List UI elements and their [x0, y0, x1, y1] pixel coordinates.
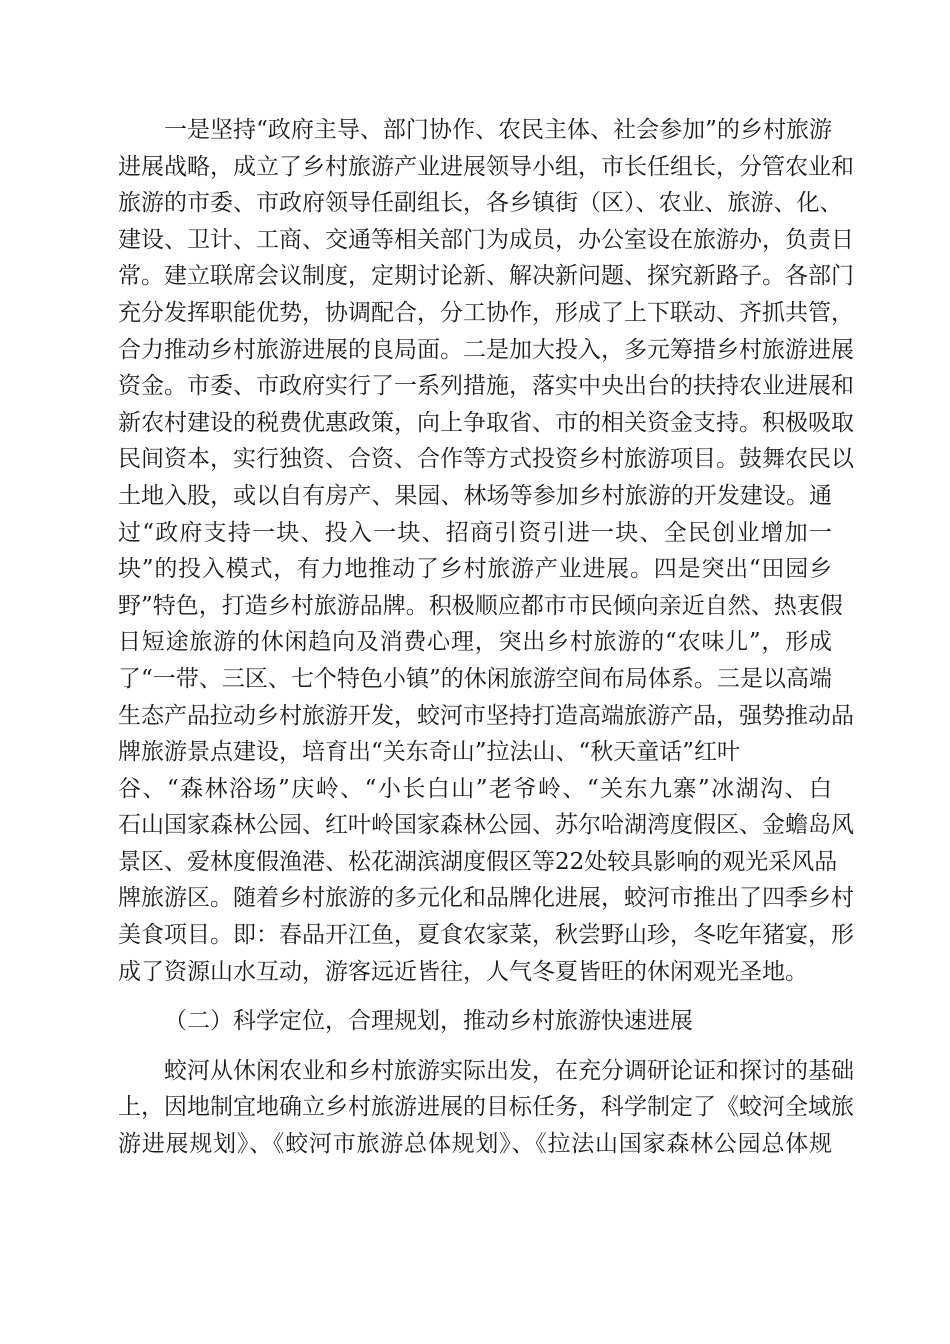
document-page — [118, 112, 854, 1163]
text-line: 石山国家森林公园、红叶岭国家森林公园、苏尔哈湖湾度假区、金蟾岛风 — [118, 812, 854, 839]
text-line: 蛟河从休闲农业和乡村旅游实际出发，在充分调研论证和探讨的基础 — [164, 1057, 854, 1084]
text-line: 新农村建设的税费优惠政策，向上争取省、市的相关资金支持。积极吸取 — [118, 409, 854, 436]
text-line: 过“政府支持一块、投入一块、招商引资引进一块、全民创业增加一 — [118, 519, 832, 546]
paragraph-2 — [118, 1053, 854, 1163]
text-line: 一是坚持“政府主导、部门协作、农民主体、社会参加”的乡村旅游 — [164, 117, 832, 143]
text-line: 成了资源山水互动，游客远近皆往，人气冬夏皆旺的休闲观光圣地。 — [118, 958, 808, 985]
text-line: 游进展规划》、《蛟河市旅游总体规划》、《拉法山国家森林公园总体规 — [118, 1131, 832, 1158]
text-line: 充分发挥职能优势，协调配合，分工协作，形成了上下联动、齐抓共管， — [118, 299, 854, 326]
text-line: 牌旅游区。随着乡村旅游的多元化和品牌化进展，蛟河市推出了四季乡村 — [118, 885, 854, 912]
text-line: 景区、爱林度假渔港、松花湖滨湖度假区等22处较具影响的观光采风品 — [118, 848, 838, 875]
text-line: 旅游的市委、市政府领导任副组长，各乡镇街（区）、农业、旅游、化、 — [118, 190, 843, 217]
text-line: 了“一带、三区、七个特色小镇”的休闲旅游空间布局体系。三是以高端 — [118, 665, 832, 692]
text-line: 常。建立联席会议制度，定期讨论新、解决新问题、探究新路子。各部门 — [118, 263, 854, 290]
text-line: 美食项目。即：春品开江鱼，夏食农家菜，秋尝野山珍，冬吃年猪宴，形 — [118, 922, 854, 949]
text-line: 上，因地制宜地确立乡村旅游进展的目标任务，科学制定了《蛟河全域旅 — [118, 1094, 854, 1121]
text-line: 资金。市委、市政府实行了一系列措施，落实中央出台的扶持农业进展和 — [118, 373, 854, 400]
text-line: 生态产品拉动乡村旅游开发，蛟河市坚持打造高端旅游产品，强势推动品 — [118, 702, 854, 729]
paragraph-1 — [118, 112, 854, 990]
text-line: 块”的投入模式，有力地推动了乡村旅游产业进展。四是突出“田园乡 — [118, 556, 832, 583]
section-heading: （二）科学定位，合理规划，推动乡村旅游快速进展 — [164, 1008, 693, 1035]
text-line: 谷、“森林浴场”庆岭、“小长白山”老爷岭、“关东九寨”冰湖沟、白 — [118, 775, 832, 802]
text-line: 民间资本，实行独资、合资、合作等方式投资乡村旅游项目。鼓舞农民以 — [118, 446, 854, 473]
text-line: 土地入股，或以自有房产、果园、林场等参加乡村旅游的开发建设。通 — [118, 482, 832, 509]
text-line: 日短途旅游的休闲趋向及消费心理，突出乡村旅游的“农味儿”，形成 — [118, 629, 832, 656]
text-line: 合力推动乡村旅游进展的良局面。二是加大投入，多元筹措乡村旅游进展 — [118, 336, 854, 363]
text-line: 建设、卫计、工商、交通等相关部门为成员，办公室设在旅游办，负责日 — [118, 226, 854, 253]
text-line: 牌旅游景点建设，培育出“关东奇山”拉法山、“秋天童话”红叶 — [118, 739, 741, 766]
text-line: 野”特色，打造乡村旅游品牌。积极顺应都市市民倾向亲近自然、热衷假 — [118, 592, 843, 619]
text-line: 进展战略，成立了乡村旅游产业进展领导小组，市长任组长，分管农业和 — [118, 153, 854, 180]
